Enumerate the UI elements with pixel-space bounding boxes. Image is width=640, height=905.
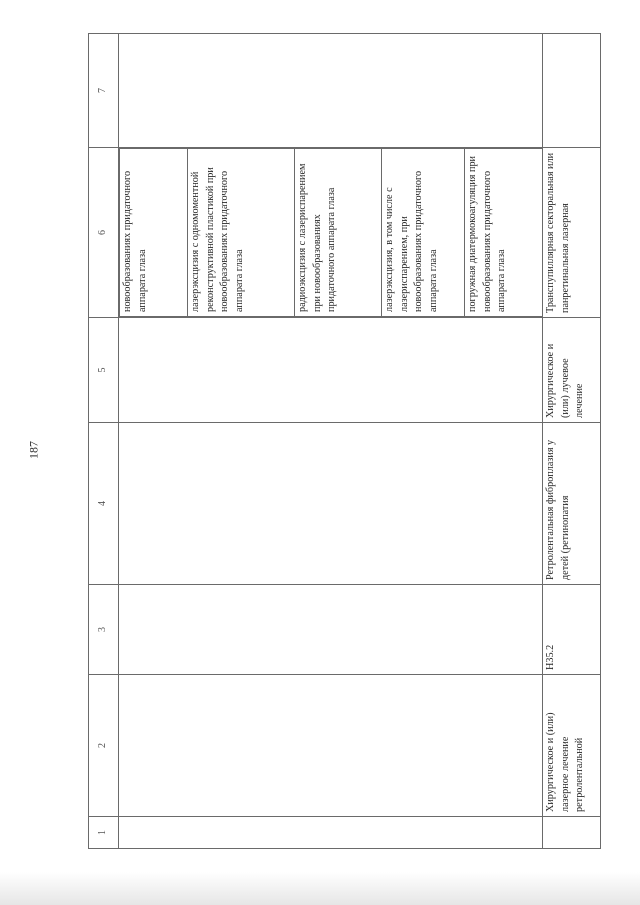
table-row	[119, 34, 543, 849]
row1-col5	[119, 318, 543, 423]
header-col-6: 6	[89, 148, 119, 318]
header-col-5: 5	[89, 318, 119, 423]
header-col-3: 3	[89, 585, 119, 675]
header-col-1: 1	[89, 817, 119, 849]
row2-col6: Транспупиллярная секторальная или панретинальная лазерная	[543, 148, 601, 318]
treatment-item: радиоэксцизия с лазериспарением при новообразованиях придаточного аппарата глаза	[295, 149, 382, 317]
row2-col3: Н35.2	[543, 585, 601, 675]
row1-col7	[119, 34, 543, 148]
row2-col2: Хирургическое и (или) лазерное лечение ретролентальной	[543, 675, 601, 817]
row2-col5: Хирургическое и (или) лучевое лечение	[543, 318, 601, 423]
treatment-item: лазерэксцизия с одномоментной реконструктивной пластикой при новообразованиях придаточного аппарата глаза	[188, 149, 295, 317]
row2-col4: Ретролентальная фиброплазия у детей (ретинопатия	[543, 423, 601, 585]
header-col-2: 2	[89, 675, 119, 817]
header-col-4: 4	[89, 423, 119, 585]
row2-col7	[543, 34, 601, 148]
treatment-item: лазерэксцизия, в том числе с лазериспарением, при новообразованиях придаточного аппарата глаза	[382, 149, 465, 317]
rotated-table	[88, 34, 600, 849]
row1-col2	[119, 675, 543, 817]
row1-col6	[119, 148, 543, 318]
treatment-methods-list	[119, 148, 542, 317]
scan-bottom-edge	[0, 872, 640, 905]
header-col-7: 7	[89, 34, 119, 148]
document-table	[88, 33, 601, 849]
header-row	[89, 34, 119, 849]
row1-col1	[119, 817, 543, 849]
row2-col1	[543, 817, 601, 849]
row1-col3	[119, 585, 543, 675]
treatment-item: погружная диатермокоагуляция при новообразованиях придаточного аппарата глаза	[465, 149, 543, 317]
table-row	[543, 34, 601, 849]
page-number: 187	[26, 441, 41, 459]
row1-col4	[119, 423, 543, 585]
treatment-item: новообразованиях придаточного аппарата глаза	[120, 149, 188, 317]
